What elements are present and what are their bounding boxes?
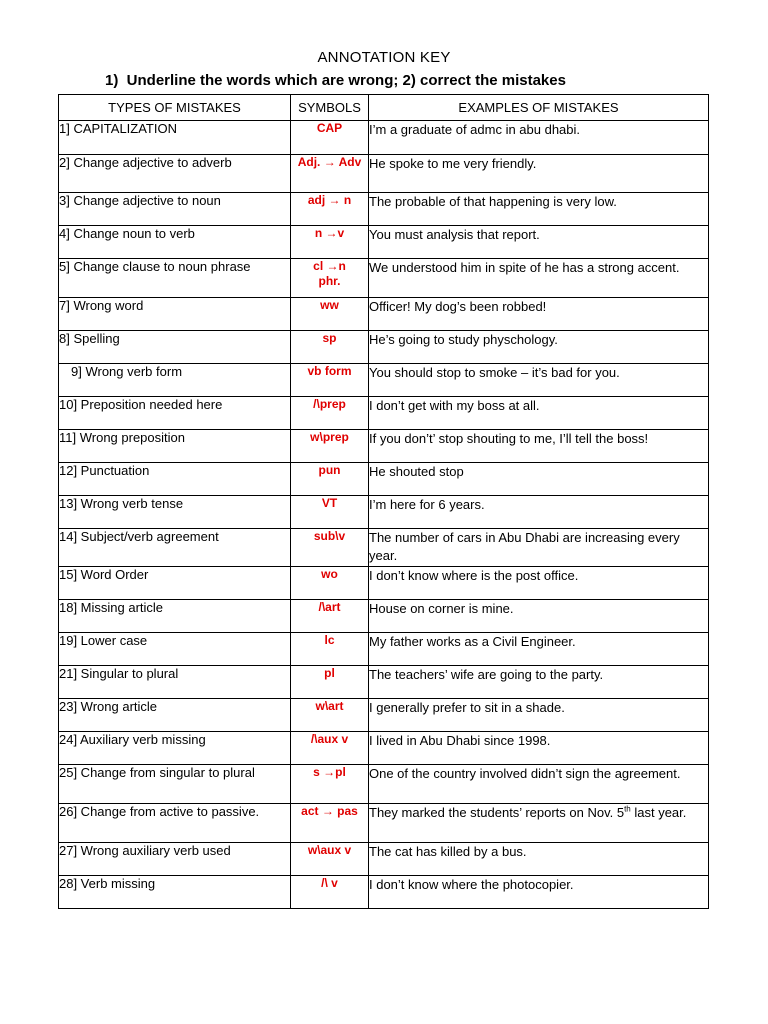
mistake-type: 7] Wrong word [59,298,291,331]
mistake-symbol: w\prep [291,430,369,463]
table-row [59,567,709,600]
mistake-example: He shouted stop [369,463,709,496]
mistake-symbol: wo [291,567,369,600]
mistake-type: 21] Singular to plural [59,666,291,699]
table-row [59,529,709,567]
mistake-symbol: w\aux v [291,843,369,876]
mistake-example: I’m here for 6 years. [369,496,709,529]
mistake-example: One of the country involved didn’t sign the agreement. [369,765,709,804]
table-row [59,397,709,430]
annotation-key-table [58,94,709,909]
mistake-type: 1] CAPITALIZATION [59,121,291,155]
mistake-example: Officer! My dog’s been robbed! [369,298,709,331]
mistake-symbol [291,155,369,193]
mistake-type: 2] Change adjective to adverb [59,155,291,193]
table-row [59,121,709,155]
symbol-text: cl →n phr. [313,259,346,288]
mistake-example: My father works as a Civil Engineer. [369,633,709,666]
mistake-symbol: s →pl [291,765,369,804]
mistake-type: 11] Wrong preposition [59,430,291,463]
mistake-type: 9] Wrong verb form [59,364,291,397]
mistake-type: 19] Lower case [59,633,291,666]
mistake-symbol: VT [291,496,369,529]
mistake-example: I’m a graduate of admc in abu dhabi. [369,121,709,155]
mistake-symbol: pun [291,463,369,496]
mistake-symbol: vb form [291,364,369,397]
mistake-symbol: /\aux v [291,732,369,765]
mistake-symbol: CAP [291,121,369,155]
table-row [59,732,709,765]
mistake-example: The probable of that happening is very low. [369,193,709,226]
mistake-type: 15] Word Order [59,567,291,600]
mistake-type: 13] Wrong verb tense [59,496,291,529]
mistake-type: 5] Change clause to noun phrase [59,259,291,298]
table-row [59,876,709,909]
table-row [59,298,709,331]
mistake-example: You must analysis that report. [369,226,709,259]
example-text: They marked the students’ reports on Nov. 5 [369,805,625,820]
mistake-symbol: lc [291,633,369,666]
mistake-example: I don’t get with my boss at all. [369,397,709,430]
mistake-symbol: n →v [291,226,369,259]
mistake-type: 28] Verb missing [59,876,291,909]
mistake-example: I don’t know where the photocopier. [369,876,709,909]
mistake-example: The number of cars in Abu Dhabi are increasing every year. [369,529,709,567]
mistake-example: The cat has killed by a bus. [369,843,709,876]
mistake-symbol: sp [291,331,369,364]
table-row [59,600,709,633]
mistake-type: 23] Wrong article [59,699,291,732]
table-row [59,226,709,259]
mistake-symbol: act → pas [291,804,369,843]
table-row [59,496,709,529]
mistake-type: 25] Change from singular to plural [59,765,291,804]
mistake-example: You should stop to smoke – it’s bad for you. [369,364,709,397]
mistake-type: 12] Punctuation [59,463,291,496]
superscript: th [624,804,631,814]
mistake-example: He’s going to study physchology. [369,331,709,364]
mistake-example: If you don’t’ stop shouting to me, I’ll tell the boss! [369,430,709,463]
table-row [59,843,709,876]
mistake-example: I generally prefer to sit in a shade. [369,699,709,732]
table-row [59,155,709,193]
mistake-symbol: ww [291,298,369,331]
mistake-type: 14] Subject/verb agreement [59,529,291,567]
mistake-type: 4] Change noun to verb [59,226,291,259]
mistake-symbol: pl [291,666,369,699]
mistake-symbol: adj → n [291,193,369,226]
mistake-example: I don’t know where is the post office. [369,567,709,600]
mistake-symbol: /\art [291,600,369,633]
table-row [59,765,709,804]
mistake-symbol: w\art [291,699,369,732]
symbol-text: Adj. → Adv [297,155,362,169]
table-row [59,666,709,699]
page-title: ANNOTATION KEY [317,49,451,66]
mistake-type: 3] Change adjective to noun [59,193,291,226]
table-row [59,430,709,463]
mistake-symbol [291,259,369,298]
table-row [59,193,709,226]
header-symbols: SYMBOLS [291,95,369,121]
table-row [59,364,709,397]
table-row [59,804,709,843]
header-types: TYPES OF MISTAKES [59,95,291,121]
mistake-symbol: sub\v [291,529,369,567]
mistake-symbol: /\ v [291,876,369,909]
mistake-type: 8] Spelling [59,331,291,364]
table-row [59,259,709,298]
table-header-row [59,95,709,121]
mistake-example: He spoke to me very friendly. [369,155,709,193]
instructions: 1) Underline the words which are wrong; 2) correct the mistakes [105,72,566,89]
table-row [59,633,709,666]
mistake-example: We understood him in spite of he has a strong accent. [369,259,709,298]
mistake-type: 26] Change from active to passive. [59,804,291,843]
table-row [59,331,709,364]
mistake-symbol: /\prep [291,397,369,430]
mistake-type: 24] Auxiliary verb missing [59,732,291,765]
mistake-example: The teachers’ wife are going to the party. [369,666,709,699]
mistake-type: 18] Missing article [59,600,291,633]
mistake-type: 10] Preposition needed here [59,397,291,430]
table-row [59,699,709,732]
header-examples: EXAMPLES OF MISTAKES [369,95,709,121]
mistake-example: I lived in Abu Dhabi since 1998. [369,732,709,765]
mistake-type: 27] Wrong auxiliary verb used [59,843,291,876]
mistake-example [369,804,709,843]
mistake-example: House on corner is mine. [369,600,709,633]
table-row [59,463,709,496]
example-text: last year. [630,805,687,820]
